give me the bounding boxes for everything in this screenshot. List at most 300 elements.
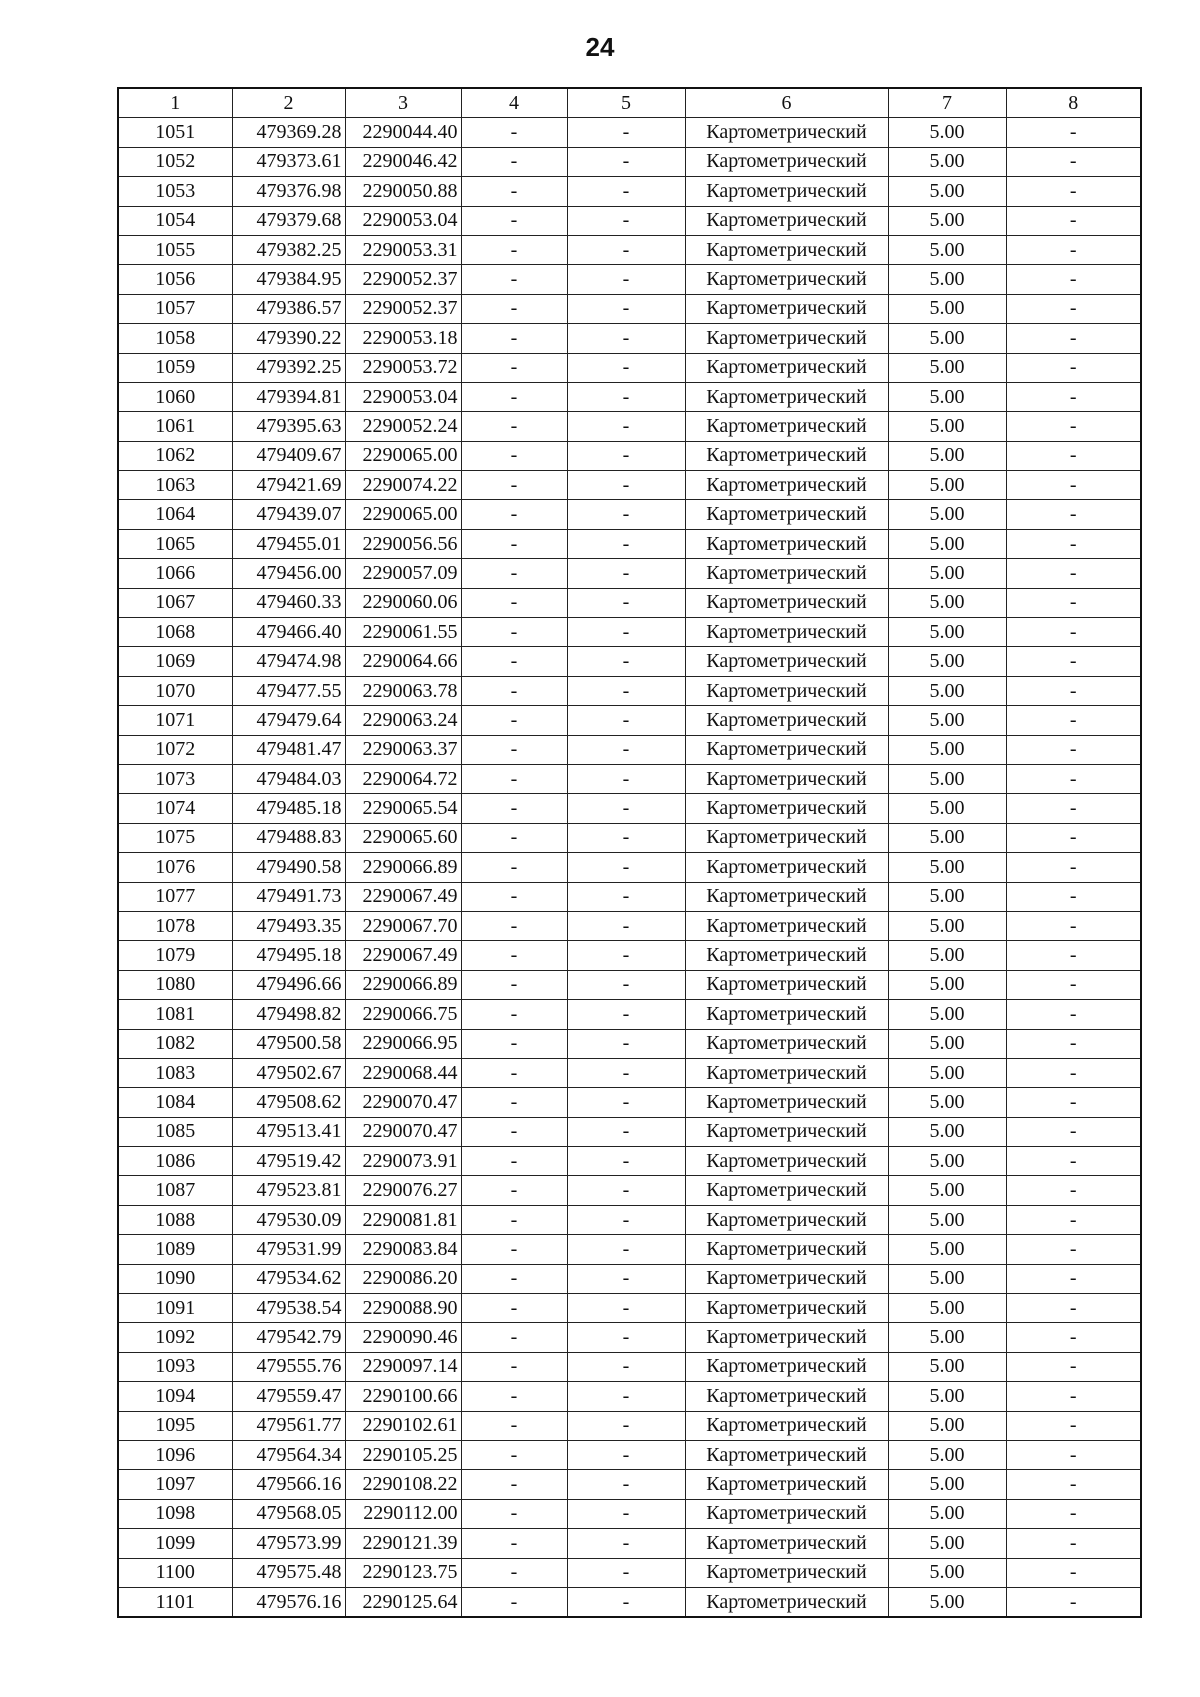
- accuracy-cell: 5.00: [888, 941, 1006, 970]
- column-4-cell: -: [461, 1323, 567, 1352]
- column-5-cell: -: [567, 118, 685, 147]
- accuracy-cell: 5.00: [888, 1529, 1006, 1558]
- column-8-cell: -: [1006, 177, 1141, 206]
- column-8-cell: -: [1006, 941, 1141, 970]
- point-number-cell: 1099: [118, 1529, 232, 1558]
- column-header-3: 3: [345, 88, 461, 118]
- point-number-cell: 1092: [118, 1323, 232, 1352]
- table-row: [118, 177, 1141, 206]
- accuracy-cell: 5.00: [888, 1558, 1006, 1587]
- method-cell: Картометрический: [685, 823, 888, 852]
- accuracy-cell: 5.00: [888, 1235, 1006, 1264]
- column-5-cell: -: [567, 1440, 685, 1469]
- point-number-cell: 1074: [118, 794, 232, 823]
- method-cell: Картометрический: [685, 970, 888, 999]
- table-row: [118, 559, 1141, 588]
- y-coordinate-cell: 2290066.95: [345, 1029, 461, 1058]
- y-coordinate-cell: 2290083.84: [345, 1235, 461, 1264]
- method-cell: Картометрический: [685, 1176, 888, 1205]
- accuracy-cell: 5.00: [888, 1264, 1006, 1293]
- table-row: [118, 1029, 1141, 1058]
- table-row: [118, 1205, 1141, 1234]
- column-8-cell: -: [1006, 1264, 1141, 1293]
- column-5-cell: -: [567, 500, 685, 529]
- x-coordinate-cell: 479384.95: [232, 265, 345, 294]
- point-number-cell: 1064: [118, 500, 232, 529]
- column-4-cell: -: [461, 764, 567, 793]
- column-8-cell: -: [1006, 1235, 1141, 1264]
- x-coordinate-cell: 479485.18: [232, 794, 345, 823]
- x-coordinate-cell: 479466.40: [232, 618, 345, 647]
- table-row: [118, 412, 1141, 441]
- point-number-cell: 1052: [118, 147, 232, 176]
- column-5-cell: -: [567, 1294, 685, 1323]
- method-cell: Картометрический: [685, 1440, 888, 1469]
- column-4-cell: -: [461, 1058, 567, 1087]
- table-row: [118, 324, 1141, 353]
- column-8-cell: -: [1006, 559, 1141, 588]
- method-cell: Картометрический: [685, 529, 888, 558]
- y-coordinate-cell: 2290086.20: [345, 1264, 461, 1293]
- column-5-cell: -: [567, 823, 685, 852]
- column-4-cell: -: [461, 559, 567, 588]
- point-number-cell: 1078: [118, 911, 232, 940]
- method-cell: Картометрический: [685, 1029, 888, 1058]
- table-row: [118, 911, 1141, 940]
- accuracy-cell: 5.00: [888, 1205, 1006, 1234]
- column-4-cell: -: [461, 235, 567, 264]
- accuracy-cell: 5.00: [888, 235, 1006, 264]
- accuracy-cell: 5.00: [888, 1000, 1006, 1029]
- column-5-cell: -: [567, 382, 685, 411]
- method-cell: Картометрический: [685, 911, 888, 940]
- accuracy-cell: 5.00: [888, 471, 1006, 500]
- column-4-cell: -: [461, 823, 567, 852]
- header-row: [118, 88, 1141, 118]
- table-row: [118, 1470, 1141, 1499]
- column-8-cell: -: [1006, 382, 1141, 411]
- y-coordinate-cell: 2290065.00: [345, 441, 461, 470]
- accuracy-cell: 5.00: [888, 647, 1006, 676]
- accuracy-cell: 5.00: [888, 1029, 1006, 1058]
- method-cell: Картометрический: [685, 500, 888, 529]
- column-5-cell: -: [567, 529, 685, 558]
- column-4-cell: -: [461, 853, 567, 882]
- column-8-cell: -: [1006, 1558, 1141, 1587]
- table-row: [118, 1294, 1141, 1323]
- column-4-cell: -: [461, 382, 567, 411]
- column-5-cell: -: [567, 147, 685, 176]
- column-8-cell: -: [1006, 1029, 1141, 1058]
- y-coordinate-cell: 2290052.37: [345, 265, 461, 294]
- column-8-cell: -: [1006, 324, 1141, 353]
- table-row: [118, 1382, 1141, 1411]
- column-header-1: 1: [118, 88, 232, 118]
- column-4-cell: -: [461, 882, 567, 911]
- table-row: [118, 294, 1141, 323]
- column-5-cell: -: [567, 882, 685, 911]
- column-8-cell: -: [1006, 147, 1141, 176]
- column-4-cell: -: [461, 1235, 567, 1264]
- y-coordinate-cell: 2290052.24: [345, 412, 461, 441]
- x-coordinate-cell: 479379.68: [232, 206, 345, 235]
- table-row: [118, 618, 1141, 647]
- table-row: [118, 970, 1141, 999]
- column-4-cell: -: [461, 1440, 567, 1469]
- table-row: [118, 706, 1141, 735]
- x-coordinate-cell: 479542.79: [232, 1323, 345, 1352]
- column-8-cell: -: [1006, 294, 1141, 323]
- x-coordinate-cell: 479490.58: [232, 853, 345, 882]
- y-coordinate-cell: 2290105.25: [345, 1440, 461, 1469]
- column-8-cell: -: [1006, 764, 1141, 793]
- accuracy-cell: 5.00: [888, 559, 1006, 588]
- method-cell: Картометрический: [685, 177, 888, 206]
- table-row: [118, 676, 1141, 705]
- y-coordinate-cell: 2290066.89: [345, 853, 461, 882]
- y-coordinate-cell: 2290108.22: [345, 1470, 461, 1499]
- method-cell: Картометрический: [685, 735, 888, 764]
- accuracy-cell: 5.00: [888, 1117, 1006, 1146]
- y-coordinate-cell: 2290052.37: [345, 294, 461, 323]
- column-8-cell: -: [1006, 206, 1141, 235]
- x-coordinate-cell: 479496.66: [232, 970, 345, 999]
- column-5-cell: -: [567, 853, 685, 882]
- point-number-cell: 1086: [118, 1147, 232, 1176]
- column-5-cell: -: [567, 235, 685, 264]
- column-header-5: 5: [567, 88, 685, 118]
- column-5-cell: -: [567, 794, 685, 823]
- table-row: [118, 735, 1141, 764]
- column-4-cell: -: [461, 1470, 567, 1499]
- table-row: [118, 882, 1141, 911]
- table-row: [118, 353, 1141, 382]
- table-row: [118, 206, 1141, 235]
- point-number-cell: 1077: [118, 882, 232, 911]
- x-coordinate-cell: 479409.67: [232, 441, 345, 470]
- column-4-cell: -: [461, 970, 567, 999]
- accuracy-cell: 5.00: [888, 118, 1006, 147]
- y-coordinate-cell: 2290053.18: [345, 324, 461, 353]
- point-number-cell: 1071: [118, 706, 232, 735]
- column-4-cell: -: [461, 706, 567, 735]
- column-5-cell: -: [567, 1411, 685, 1440]
- column-4-cell: -: [461, 500, 567, 529]
- x-coordinate-cell: 479513.41: [232, 1117, 345, 1146]
- method-cell: Картометрический: [685, 853, 888, 882]
- y-coordinate-cell: 2290053.72: [345, 353, 461, 382]
- method-cell: Картометрический: [685, 441, 888, 470]
- point-number-cell: 1067: [118, 588, 232, 617]
- accuracy-cell: 5.00: [888, 1470, 1006, 1499]
- x-coordinate-cell: 479369.28: [232, 118, 345, 147]
- point-number-cell: 1069: [118, 647, 232, 676]
- column-5-cell: -: [567, 1000, 685, 1029]
- y-coordinate-cell: 2290064.72: [345, 764, 461, 793]
- column-5-cell: -: [567, 1499, 685, 1528]
- x-coordinate-cell: 479519.42: [232, 1147, 345, 1176]
- y-coordinate-cell: 2290125.64: [345, 1587, 461, 1617]
- column-5-cell: -: [567, 588, 685, 617]
- point-number-cell: 1089: [118, 1235, 232, 1264]
- y-coordinate-cell: 2290063.37: [345, 735, 461, 764]
- column-8-cell: -: [1006, 794, 1141, 823]
- x-coordinate-cell: 479455.01: [232, 529, 345, 558]
- column-8-cell: -: [1006, 882, 1141, 911]
- table-row: [118, 1088, 1141, 1117]
- method-cell: Картометрический: [685, 324, 888, 353]
- column-8-cell: -: [1006, 618, 1141, 647]
- accuracy-cell: 5.00: [888, 1352, 1006, 1381]
- accuracy-cell: 5.00: [888, 823, 1006, 852]
- point-number-cell: 1058: [118, 324, 232, 353]
- point-number-cell: 1057: [118, 294, 232, 323]
- column-5-cell: -: [567, 441, 685, 470]
- point-number-cell: 1100: [118, 1558, 232, 1587]
- point-number-cell: 1101: [118, 1587, 232, 1617]
- table-row: [118, 1323, 1141, 1352]
- y-coordinate-cell: 2290121.39: [345, 1529, 461, 1558]
- column-5-cell: -: [567, 1558, 685, 1587]
- table-row: [118, 1529, 1141, 1558]
- column-4-cell: -: [461, 441, 567, 470]
- method-cell: Картометрический: [685, 471, 888, 500]
- column-5-cell: -: [567, 1147, 685, 1176]
- x-coordinate-cell: 479491.73: [232, 882, 345, 911]
- accuracy-cell: 5.00: [888, 735, 1006, 764]
- table-row: [118, 529, 1141, 558]
- x-coordinate-cell: 479531.99: [232, 1235, 345, 1264]
- column-8-cell: -: [1006, 735, 1141, 764]
- method-cell: Картометрический: [685, 1264, 888, 1293]
- column-8-cell: -: [1006, 471, 1141, 500]
- column-4-cell: -: [461, 1029, 567, 1058]
- table-row: [118, 441, 1141, 470]
- accuracy-cell: 5.00: [888, 353, 1006, 382]
- column-5-cell: -: [567, 1117, 685, 1146]
- x-coordinate-cell: 479534.62: [232, 1264, 345, 1293]
- point-number-cell: 1054: [118, 206, 232, 235]
- method-cell: Картометрический: [685, 206, 888, 235]
- x-coordinate-cell: 479566.16: [232, 1470, 345, 1499]
- column-8-cell: -: [1006, 911, 1141, 940]
- column-8-cell: -: [1006, 1411, 1141, 1440]
- x-coordinate-cell: 479502.67: [232, 1058, 345, 1087]
- x-coordinate-cell: 479561.77: [232, 1411, 345, 1440]
- column-5-cell: -: [567, 1352, 685, 1381]
- column-5-cell: -: [567, 764, 685, 793]
- accuracy-cell: 5.00: [888, 265, 1006, 294]
- method-cell: Картометрический: [685, 147, 888, 176]
- accuracy-cell: 5.00: [888, 1088, 1006, 1117]
- column-8-cell: -: [1006, 235, 1141, 264]
- column-5-cell: -: [567, 1529, 685, 1558]
- column-5-cell: -: [567, 706, 685, 735]
- column-4-cell: -: [461, 294, 567, 323]
- table-row: [118, 1264, 1141, 1293]
- accuracy-cell: 5.00: [888, 1440, 1006, 1469]
- table-row: [118, 588, 1141, 617]
- table-row: [118, 147, 1141, 176]
- column-8-cell: -: [1006, 823, 1141, 852]
- method-cell: Картометрический: [685, 1088, 888, 1117]
- method-cell: Картометрический: [685, 1352, 888, 1381]
- column-4-cell: -: [461, 353, 567, 382]
- y-coordinate-cell: 2290064.66: [345, 647, 461, 676]
- point-number-cell: 1091: [118, 1294, 232, 1323]
- column-header-2: 2: [232, 88, 345, 118]
- x-coordinate-cell: 479500.58: [232, 1029, 345, 1058]
- column-5-cell: -: [567, 676, 685, 705]
- column-4-cell: -: [461, 794, 567, 823]
- y-coordinate-cell: 2290076.27: [345, 1176, 461, 1205]
- x-coordinate-cell: 479508.62: [232, 1088, 345, 1117]
- table-row: [118, 1587, 1141, 1617]
- y-coordinate-cell: 2290066.75: [345, 1000, 461, 1029]
- method-cell: Картометрический: [685, 412, 888, 441]
- column-8-cell: -: [1006, 1440, 1141, 1469]
- x-coordinate-cell: 479559.47: [232, 1382, 345, 1411]
- x-coordinate-cell: 479479.64: [232, 706, 345, 735]
- point-number-cell: 1080: [118, 970, 232, 999]
- table-header: [118, 88, 1141, 118]
- y-coordinate-cell: 2290053.31: [345, 235, 461, 264]
- column-5-cell: -: [567, 1088, 685, 1117]
- column-4-cell: -: [461, 265, 567, 294]
- method-cell: Картометрический: [685, 265, 888, 294]
- column-4-cell: -: [461, 1587, 567, 1617]
- column-4-cell: -: [461, 1411, 567, 1440]
- x-coordinate-cell: 479495.18: [232, 941, 345, 970]
- point-number-cell: 1090: [118, 1264, 232, 1293]
- y-coordinate-cell: 2290081.81: [345, 1205, 461, 1234]
- column-4-cell: -: [461, 1558, 567, 1587]
- column-4-cell: -: [461, 118, 567, 147]
- point-number-cell: 1084: [118, 1088, 232, 1117]
- column-8-cell: -: [1006, 1088, 1141, 1117]
- point-number-cell: 1068: [118, 618, 232, 647]
- accuracy-cell: 5.00: [888, 853, 1006, 882]
- column-4-cell: -: [461, 1529, 567, 1558]
- column-5-cell: -: [567, 735, 685, 764]
- point-number-cell: 1055: [118, 235, 232, 264]
- x-coordinate-cell: 479488.83: [232, 823, 345, 852]
- table-row: [118, 500, 1141, 529]
- table-row: [118, 471, 1141, 500]
- x-coordinate-cell: 479474.98: [232, 647, 345, 676]
- x-coordinate-cell: 479394.81: [232, 382, 345, 411]
- column-4-cell: -: [461, 1000, 567, 1029]
- column-5-cell: -: [567, 1029, 685, 1058]
- column-8-cell: -: [1006, 529, 1141, 558]
- column-4-cell: -: [461, 1294, 567, 1323]
- x-coordinate-cell: 479530.09: [232, 1205, 345, 1234]
- column-8-cell: -: [1006, 1529, 1141, 1558]
- point-number-cell: 1095: [118, 1411, 232, 1440]
- x-coordinate-cell: 479575.48: [232, 1558, 345, 1587]
- method-cell: Картометрический: [685, 1205, 888, 1234]
- table-row: [118, 1147, 1141, 1176]
- y-coordinate-cell: 2290100.66: [345, 1382, 461, 1411]
- column-8-cell: -: [1006, 1470, 1141, 1499]
- column-4-cell: -: [461, 1499, 567, 1528]
- accuracy-cell: 5.00: [888, 764, 1006, 793]
- column-5-cell: -: [567, 206, 685, 235]
- x-coordinate-cell: 479392.25: [232, 353, 345, 382]
- table-row: [118, 235, 1141, 264]
- method-cell: Картометрический: [685, 382, 888, 411]
- column-header-7: 7: [888, 88, 1006, 118]
- y-coordinate-cell: 2290102.61: [345, 1411, 461, 1440]
- method-cell: Картометрический: [685, 353, 888, 382]
- accuracy-cell: 5.00: [888, 500, 1006, 529]
- method-cell: Картометрический: [685, 941, 888, 970]
- method-cell: Картометрический: [685, 618, 888, 647]
- x-coordinate-cell: 479564.34: [232, 1440, 345, 1469]
- accuracy-cell: 5.00: [888, 441, 1006, 470]
- y-coordinate-cell: 2290050.88: [345, 177, 461, 206]
- x-coordinate-cell: 479460.33: [232, 588, 345, 617]
- column-8-cell: -: [1006, 1176, 1141, 1205]
- point-number-cell: 1079: [118, 941, 232, 970]
- y-coordinate-cell: 2290060.06: [345, 588, 461, 617]
- method-cell: Картометрический: [685, 1411, 888, 1440]
- accuracy-cell: 5.00: [888, 882, 1006, 911]
- y-coordinate-cell: 2290053.04: [345, 206, 461, 235]
- x-coordinate-cell: 479484.03: [232, 764, 345, 793]
- column-4-cell: -: [461, 324, 567, 353]
- y-coordinate-cell: 2290065.60: [345, 823, 461, 852]
- y-coordinate-cell: 2290112.00: [345, 1499, 461, 1528]
- method-cell: Картометрический: [685, 676, 888, 705]
- table-row: [118, 1117, 1141, 1146]
- column-4-cell: -: [461, 1205, 567, 1234]
- column-8-cell: -: [1006, 1587, 1141, 1617]
- column-4-cell: -: [461, 1088, 567, 1117]
- y-coordinate-cell: 2290046.42: [345, 147, 461, 176]
- table-body: [118, 118, 1141, 1617]
- table-row: [118, 1411, 1141, 1440]
- method-cell: Картометрический: [685, 794, 888, 823]
- column-4-cell: -: [461, 1176, 567, 1205]
- table-row: [118, 794, 1141, 823]
- point-number-cell: 1076: [118, 853, 232, 882]
- column-5-cell: -: [567, 1235, 685, 1264]
- method-cell: Картометрический: [685, 1558, 888, 1587]
- accuracy-cell: 5.00: [888, 1147, 1006, 1176]
- x-coordinate-cell: 479477.55: [232, 676, 345, 705]
- column-5-cell: -: [567, 412, 685, 441]
- y-coordinate-cell: 2290097.14: [345, 1352, 461, 1381]
- accuracy-cell: 5.00: [888, 970, 1006, 999]
- point-number-cell: 1075: [118, 823, 232, 852]
- accuracy-cell: 5.00: [888, 529, 1006, 558]
- table-row: [118, 1176, 1141, 1205]
- accuracy-cell: 5.00: [888, 676, 1006, 705]
- column-header-8: 8: [1006, 88, 1141, 118]
- column-5-cell: -: [567, 970, 685, 999]
- method-cell: Картометрический: [685, 1147, 888, 1176]
- y-coordinate-cell: 2290065.00: [345, 500, 461, 529]
- column-8-cell: -: [1006, 118, 1141, 147]
- accuracy-cell: 5.00: [888, 412, 1006, 441]
- method-cell: Картометрический: [685, 1529, 888, 1558]
- point-number-cell: 1083: [118, 1058, 232, 1087]
- column-5-cell: -: [567, 1382, 685, 1411]
- point-number-cell: 1066: [118, 559, 232, 588]
- method-cell: Картометрический: [685, 882, 888, 911]
- column-4-cell: -: [461, 206, 567, 235]
